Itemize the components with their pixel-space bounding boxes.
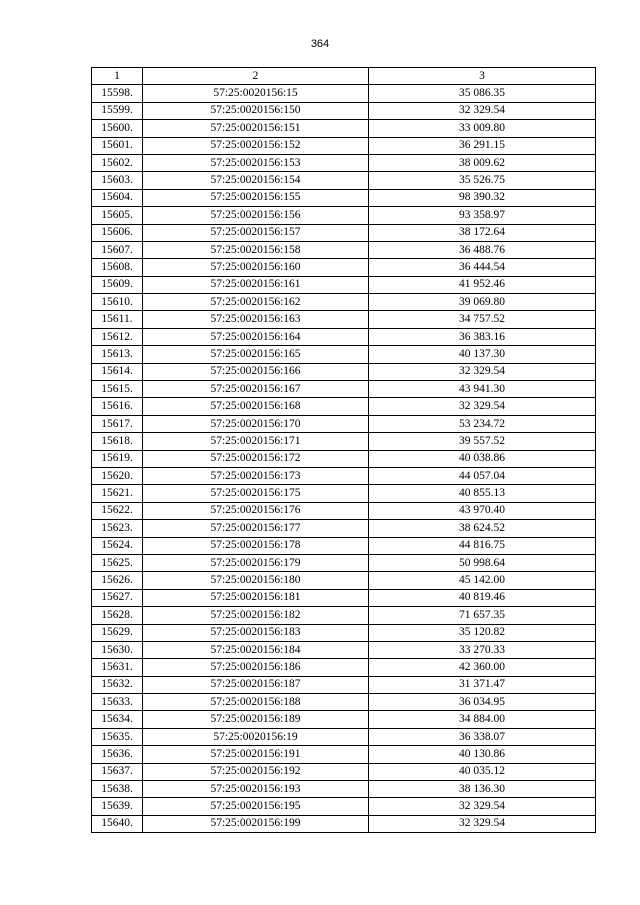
- cadastral-value-cell: 71 657.35: [369, 607, 596, 624]
- table-row: [92, 172, 596, 189]
- row-index-cell: 15631.: [92, 659, 143, 676]
- row-index-cell: 15629.: [92, 624, 143, 641]
- cadastral-value-cell: 31 371.47: [369, 676, 596, 693]
- cadastral-value-cell: 32 329.54: [369, 363, 596, 380]
- cadastral-number-cell: 57:25:0020156:162: [143, 294, 369, 311]
- cadastral-value-cell: 43 941.30: [369, 381, 596, 398]
- cadastral-number-cell: 57:25:0020156:165: [143, 346, 369, 363]
- cadastral-number-cell: 57:25:0020156:150: [143, 102, 369, 119]
- cadastral-number-cell: 57:25:0020156:19: [143, 728, 369, 745]
- cadastral-number-cell: 57:25:0020156:177: [143, 520, 369, 537]
- row-index-cell: 15637.: [92, 763, 143, 780]
- row-index-cell: 15630.: [92, 641, 143, 658]
- row-index-cell: 15604.: [92, 189, 143, 206]
- table-row: [92, 381, 596, 398]
- row-index-cell: 15600.: [92, 120, 143, 137]
- cadastral-number-cell: 57:25:0020156:151: [143, 120, 369, 137]
- cadastral-value-cell: 33 270.33: [369, 641, 596, 658]
- table-row: [92, 415, 596, 432]
- row-index-cell: 15605.: [92, 207, 143, 224]
- cadastral-number-cell: 57:25:0020156:181: [143, 589, 369, 606]
- row-index-cell: 15619.: [92, 450, 143, 467]
- row-index-cell: 15601.: [92, 137, 143, 154]
- cadastral-number-cell: 57:25:0020156:178: [143, 537, 369, 554]
- cadastral-value-cell: 45 142.00: [369, 572, 596, 589]
- cadastral-value-cell: 98 390.32: [369, 189, 596, 206]
- row-index-cell: 15638.: [92, 781, 143, 798]
- cadastral-value-cell: 38 624.52: [369, 520, 596, 537]
- cadastral-number-cell: 57:25:0020156:158: [143, 241, 369, 258]
- cadastral-number-cell: 57:25:0020156:193: [143, 781, 369, 798]
- table-row: [92, 676, 596, 693]
- table-row: [92, 294, 596, 311]
- row-index-cell: 15627.: [92, 589, 143, 606]
- cadastral-number-cell: 57:25:0020156:184: [143, 641, 369, 658]
- row-index-cell: 15628.: [92, 607, 143, 624]
- table-row: [92, 711, 596, 728]
- table-row: [92, 154, 596, 171]
- cadastral-value-cell: 38 136.30: [369, 781, 596, 798]
- cadastral-value-cell: 35 120.82: [369, 624, 596, 641]
- cadastral-value-cell: 40 137.30: [369, 346, 596, 363]
- row-index-cell: 15607.: [92, 241, 143, 258]
- cadastral-value-cell: 50 998.64: [369, 554, 596, 571]
- table-row: [92, 328, 596, 345]
- cadastral-value-cell: 42 360.00: [369, 659, 596, 676]
- table-row: [92, 224, 596, 241]
- row-index-cell: 15620.: [92, 467, 143, 484]
- cadastral-number-cell: 57:25:0020156:176: [143, 502, 369, 519]
- table-row: [92, 398, 596, 415]
- cadastral-value-cell: 32 329.54: [369, 102, 596, 119]
- table-row: [92, 485, 596, 502]
- row-index-cell: 15616.: [92, 398, 143, 415]
- cadastral-value-cell: 34 757.52: [369, 311, 596, 328]
- table-row: [92, 467, 596, 484]
- cadastral-number-cell: 57:25:0020156:164: [143, 328, 369, 345]
- row-index-cell: 15606.: [92, 224, 143, 241]
- row-index-cell: 15639.: [92, 798, 143, 815]
- row-index-cell: 15632.: [92, 676, 143, 693]
- row-index-cell: 15634.: [92, 711, 143, 728]
- row-index-cell: 15622.: [92, 502, 143, 519]
- table-row: [92, 520, 596, 537]
- table-row: [92, 746, 596, 763]
- column-header-cadastral-number: 2: [143, 68, 369, 85]
- cadastral-number-cell: 57:25:0020156:195: [143, 798, 369, 815]
- table-row: [92, 502, 596, 519]
- cadastral-number-cell: 57:25:0020156:187: [143, 676, 369, 693]
- table-row: [92, 815, 596, 832]
- table-row: [92, 120, 596, 137]
- cadastral-value-cell: 40 038.86: [369, 450, 596, 467]
- table-row: [92, 207, 596, 224]
- row-index-cell: 15612.: [92, 328, 143, 345]
- cadastral-number-cell: 57:25:0020156:183: [143, 624, 369, 641]
- cadastral-number-cell: 57:25:0020156:155: [143, 189, 369, 206]
- cadastral-number-cell: 57:25:0020156:182: [143, 607, 369, 624]
- table-row: [92, 589, 596, 606]
- cadastral-value-cell: 39 069.80: [369, 294, 596, 311]
- cadastral-value-cell: 35 526.75: [369, 172, 596, 189]
- cadastral-value-cell: 40 819.46: [369, 589, 596, 606]
- cadastral-value-cell: 32 329.54: [369, 398, 596, 415]
- table-row: [92, 781, 596, 798]
- cadastral-value-cell: 36 383.16: [369, 328, 596, 345]
- row-index-cell: 15617.: [92, 415, 143, 432]
- table-row: [92, 572, 596, 589]
- cadastral-number-cell: 57:25:0020156:188: [143, 694, 369, 711]
- table-row: [92, 189, 596, 206]
- cadastral-number-cell: 57:25:0020156:173: [143, 467, 369, 484]
- cadastral-number-cell: 57:25:0020156:199: [143, 815, 369, 832]
- row-index-cell: 15603.: [92, 172, 143, 189]
- column-header-value: 3: [369, 68, 596, 85]
- cadastral-number-cell: 57:25:0020156:179: [143, 554, 369, 571]
- table-row: [92, 537, 596, 554]
- cadastral-value-cell: 44 816.75: [369, 537, 596, 554]
- cadastral-number-cell: 57:25:0020156:191: [143, 746, 369, 763]
- row-index-cell: 15635.: [92, 728, 143, 745]
- cadastral-value-cell: 53 234.72: [369, 415, 596, 432]
- cadastral-number-cell: 57:25:0020156:156: [143, 207, 369, 224]
- row-index-cell: 15618.: [92, 433, 143, 450]
- cadastral-value-cell: 36 488.76: [369, 241, 596, 258]
- row-index-cell: 15624.: [92, 537, 143, 554]
- row-index-cell: 15599.: [92, 102, 143, 119]
- table-row: [92, 694, 596, 711]
- table-row: [92, 311, 596, 328]
- row-index-cell: 15613.: [92, 346, 143, 363]
- row-index-cell: 15633.: [92, 694, 143, 711]
- table-header-row: [92, 68, 596, 85]
- cadastral-value-cell: 36 444.54: [369, 259, 596, 276]
- row-index-cell: 15625.: [92, 554, 143, 571]
- cadastral-number-cell: 57:25:0020156:166: [143, 363, 369, 380]
- row-index-cell: 15608.: [92, 259, 143, 276]
- table-row: [92, 641, 596, 658]
- table-row: [92, 659, 596, 676]
- row-index-cell: 15611.: [92, 311, 143, 328]
- row-index-cell: 15614.: [92, 363, 143, 380]
- cadastral-value-cell: 43 970.40: [369, 502, 596, 519]
- page-number: 364: [310, 38, 330, 50]
- table-row: [92, 433, 596, 450]
- cadastral-number-cell: 57:25:0020156:189: [143, 711, 369, 728]
- cadastral-value-cell: 33 009.80: [369, 120, 596, 137]
- cadastral-number-cell: 57:25:0020156:153: [143, 154, 369, 171]
- table-row: [92, 798, 596, 815]
- cadastral-number-cell: 57:25:0020156:161: [143, 276, 369, 293]
- cadastral-value-cell: 40 035.12: [369, 763, 596, 780]
- cadastral-value-cell: 36 338.07: [369, 728, 596, 745]
- cadastral-number-cell: 57:25:0020156:168: [143, 398, 369, 415]
- table-row: [92, 607, 596, 624]
- cadastral-number-cell: 57:25:0020156:192: [143, 763, 369, 780]
- cadastral-number-cell: 57:25:0020156:167: [143, 381, 369, 398]
- table-row: [92, 624, 596, 641]
- cadastral-value-cell: 36 034.95: [369, 694, 596, 711]
- cadastral-number-cell: 57:25:0020156:186: [143, 659, 369, 676]
- row-index-cell: 15598.: [92, 85, 143, 102]
- cadastral-value-cell: 34 884.00: [369, 711, 596, 728]
- row-index-cell: 15610.: [92, 294, 143, 311]
- table-row: [92, 363, 596, 380]
- cadastral-number-cell: 57:25:0020156:152: [143, 137, 369, 154]
- row-index-cell: 15609.: [92, 276, 143, 293]
- row-index-cell: 15636.: [92, 746, 143, 763]
- table-row: [92, 554, 596, 571]
- cadastral-value-cell: 40 130.86: [369, 746, 596, 763]
- cadastral-number-cell: 57:25:0020156:157: [143, 224, 369, 241]
- cadastral-number-cell: 57:25:0020156:15: [143, 85, 369, 102]
- cadastral-value-cell: 41 952.46: [369, 276, 596, 293]
- row-index-cell: 15626.: [92, 572, 143, 589]
- cadastral-value-cell: 38 172.64: [369, 224, 596, 241]
- column-header-index: 1: [92, 68, 143, 85]
- row-index-cell: 15640.: [92, 815, 143, 832]
- cadastral-value-cell: 36 291.15: [369, 137, 596, 154]
- cadastral-number-cell: 57:25:0020156:154: [143, 172, 369, 189]
- cadastral-value-cell: 40 855.13: [369, 485, 596, 502]
- cadastral-value-cell: 35 086.35: [369, 85, 596, 102]
- table-row: [92, 85, 596, 102]
- table-row: [92, 241, 596, 258]
- cadastral-number-cell: 57:25:0020156:170: [143, 415, 369, 432]
- table-row: [92, 102, 596, 119]
- cadastral-value-cell: 32 329.54: [369, 798, 596, 815]
- cadastral-value-cell: 44 057.04: [369, 467, 596, 484]
- cadastral-value-cell: 39 557.52: [369, 433, 596, 450]
- row-index-cell: 15621.: [92, 485, 143, 502]
- table-row: [92, 763, 596, 780]
- table-row: [92, 259, 596, 276]
- cadastral-value-cell: 93 358.97: [369, 207, 596, 224]
- table-row: [92, 450, 596, 467]
- cadastral-number-cell: 57:25:0020156:172: [143, 450, 369, 467]
- table-row: [92, 276, 596, 293]
- cadastral-value-cell: 32 329.54: [369, 815, 596, 832]
- cadastral-number-cell: 57:25:0020156:160: [143, 259, 369, 276]
- cadastral-number-cell: 57:25:0020156:180: [143, 572, 369, 589]
- row-index-cell: 15623.: [92, 520, 143, 537]
- cadastral-value-cell: 38 009.62: [369, 154, 596, 171]
- table-row: [92, 137, 596, 154]
- table-row: [92, 346, 596, 363]
- cadastral-number-cell: 57:25:0020156:163: [143, 311, 369, 328]
- row-index-cell: 15602.: [92, 154, 143, 171]
- cadastral-number-cell: 57:25:0020156:171: [143, 433, 369, 450]
- table-row: [92, 728, 596, 745]
- cadastral-value-table: [91, 67, 596, 833]
- table-body: [92, 85, 596, 833]
- cadastral-number-cell: 57:25:0020156:175: [143, 485, 369, 502]
- row-index-cell: 15615.: [92, 381, 143, 398]
